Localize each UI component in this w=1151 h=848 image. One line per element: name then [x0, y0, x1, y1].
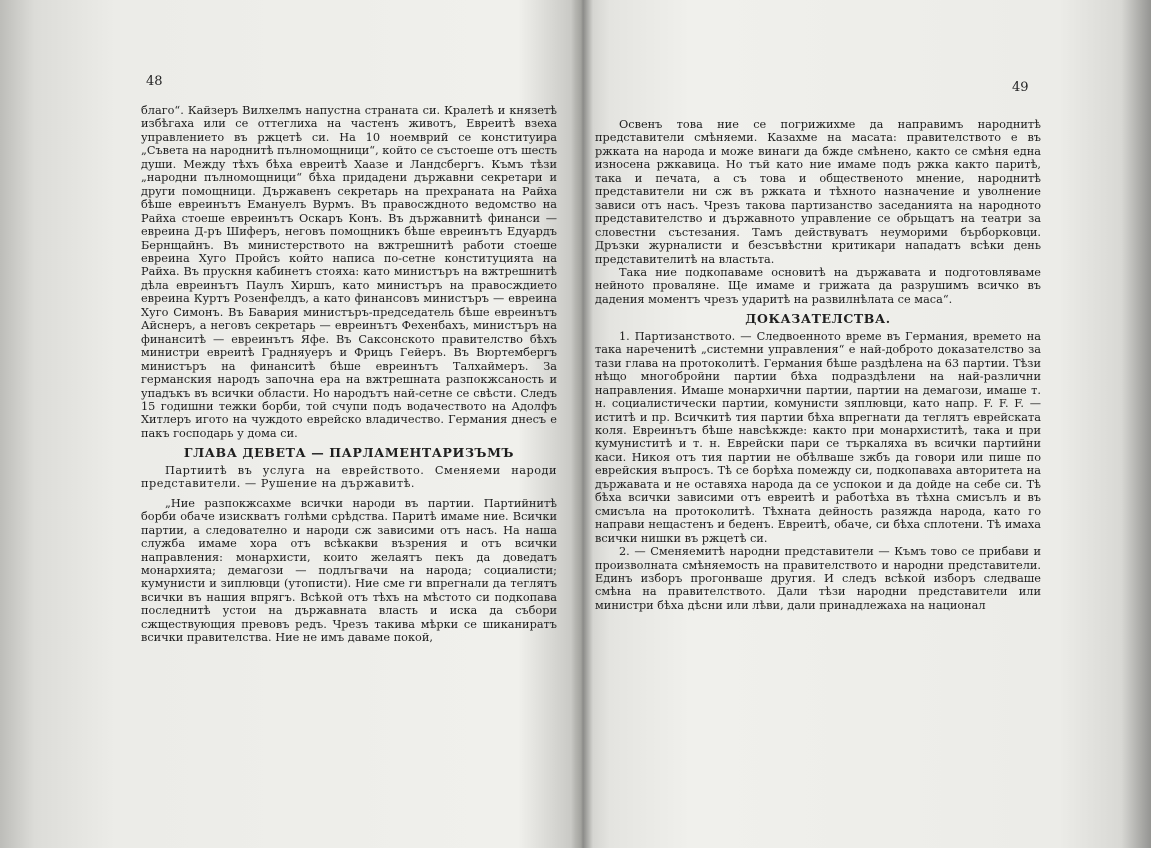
chapter-lead: Партиитѣ въ услуга на еврейството. Сменяеми народи представители. — Рушение на държавитѣ. — [141, 463, 557, 491]
paragraph: благо“. Кайзеръ Вилхелмъ напустна страната си. Кралетѣ и князетѣ избѣгаха или се оттеглиха на частенъ животъ, Евреитѣ взеха управлението въ ржцетѣ си. На 10 ноемврий се конституира „Съвета на народнитѣ пълномощници“, който се състоеше отъ шесть души. Между тѣхъ бѣха евреитѣ Хаазе и Ландсбергъ. Къмъ тѣзи „народни пълномощници“ бѣха придадени държавни секретари и други помощници. Държавенъ секретарь на прехраната на Райха бѣше евреинътъ Емануелъ Вурмъ. Въ правосждното ведомство на Райха стоеше евреинътъ Оскаръ Конъ. Въ държавнитѣ финанси — евреина Д-ръ Шиферъ, неговъ помощникъ бѣше евреинътъ Едуардъ Бернщайнъ. Въ министерството на вжтрешнитѣ работи стоеше евреина Хуго Пройсъ който написа по-сетне конституцията на Райха. Въ прускня кабинетъ стояха: като министъръ на вжтрешнитѣ дѣла евреинътъ Паулъ Хиршъ, като министъръ на правосждието евреина Куртъ Розенфелдъ, а като финансовъ министъръ — евреина Хуго Симонъ. Въ Бавария министъръ-председатель бѣше евреинътъ Айснеръ, а неговъ секретарь — евреинътъ Фехенбахъ, министъръ на финанситѣ — евреинътъ Яфе. Въ Саксонското правителство бѣхъ министри евреитѣ Градняуеръ и Фрицъ Гейеръ. Въ Вюртембергъ министъръ на финанситѣ бѣше евреинътъ Талхаймеръ. За германския народъ започна ера на вжтрешната разпокжсаность и упадъкъ въ всички области. Но народътъ най-сетне се свѣсти. Следъ 15 годишни тежки борби, той счупи подъ водачеството на Адолфъ Хитлеръ игото на чуждото еврейско владичество. Германия днесъ е пакъ господарь у дома си. — [141, 104, 557, 440]
chapter-heading: ГЛАВА ДЕВЕТА — ПАРЛАМЕНТАРИЗЪМЪ — [183, 445, 515, 461]
paragraph: Освенъ това ние се погрижихме да направимъ народнитѣ представители смѣняеми. Казахме на масата: правителството е въ ржката на народа и може винаги да бжде смѣнено, както се смѣня една износена ржкавица. Но тъй като ние имаме подъ ржка както паритѣ, така и печата, а съ това и общественото мнение, народнитѣ представители ни сж въ ржката и тѣхното назначение и уволнение зависи отъ насъ. Чрезъ такова партизанство заседанията на народното представителство и държавното управление се обрьщатъ на театри за словестни състезания. Тамъ действуватъ неуморими бърборковци. Дръзки журналисти и безсъвѣстни критикари нападатъ всѣки день представителитѣ на властьта. — [595, 118, 1041, 266]
left-page — [141, 104, 557, 645]
right-page-number: 49 — [1012, 80, 1029, 95]
section-heading: ДОКАЗАТЕЛСТВА. — [745, 311, 891, 327]
evidence-item: 2. — Сменяемитѣ народни представители — Къмъ тово се прибави и произволната смѣняемость на правителството и народни представители. Единъ изборъ прогонваше другия. И следъ всѣкой изборъ следваше смѣна на правителството. Дали тѣзи народни представители или министри бѣха дѣсни или лѣви, дали принадлежаха на национал — [595, 545, 1041, 612]
page-edge-shadow — [1121, 0, 1151, 848]
left-page-number: 48 — [146, 74, 163, 89]
evidence-item: 1. Партизанството. — Следвоенното време въ Германия, времето на така нареченитѣ „системни управления“ е най-доброто доказателство за тази глава на протоколитѣ. Германия бѣше раздѣлена на 63 партии. Тѣзи нѣщо многобройни партии бѣха подраздѣлени на най-различни направления. Имаше монархични партии, партии на демагози, имаше т. н. социалистически партии, комунисти зяплювци, като напр. F. F. F. — иститѣ и пр. Всичкитѣ тия партии бѣха впрегнати да теглятъ еврейската коля. Евреинътъ бѣше навсѣкжде: както при монархиститѣ, така и при кумуниститѣ и т. н. Еврейски пари се търкаляха въ всички партийни каси. Никоя отъ тия партии не обѣлваше зжбъ да говори или пише по еврейския въпросъ. Тѣ се борѣха помежду си, подкопаваха авторитета на държавата и не оставяха народа да се успокои и да дойде на себе си. Тѣ бѣха всички зависими отъ евреитѣ и работѣха въ тѣхна смисълъ и въ смисъла на протоколитѣ. Тѣхната дейность разяжда народа, като го направи нещастенъ и беденъ. Евреитѣ, обаче, си бѣха сплотени. Тѣ имаха всички нишки въ ржцетѣ си. — [595, 329, 1041, 545]
right-page — [595, 118, 1041, 612]
book-gutter — [571, 0, 593, 848]
paragraph: Така ние подкопаваме основитѣ на държавата и подготовляваме нейното провалянe. Ще имаме и грижата да разрушимъ всичко въ дадения моментъ чрезъ ударитѣ на развилнѣлата се маса“. — [595, 265, 1041, 306]
quote-paragraph: „Ние разпокжсахме всички народи въ партии. Партийнитѣ борби обаче изискватъ голѣми срѣдства. Паритѣ имаме ние. Всички партии, а следователно и народи сж зависими отъ насъ. На наша служба имаме хора отъ всѣкакви възрения и отъ всички направления: монархисти, които желаятъ пекъ да доведатъ монархията; демагози — подлъгвачи на народа; социалисти; кумунисти и зиплювци (утописти). Ние сме ги впрегнали да теглятъ всички въ нашия впрягъ. Всѣкой отъ тѣхъ на мѣстото си подкопава последнитѣ устои на държавната власть и иска да събори сжществующия превовъ редъ. Чрезъ такива мѣрки се шиканиратъ всички правителства. Ние не имъ даваме покой, — [141, 496, 557, 645]
